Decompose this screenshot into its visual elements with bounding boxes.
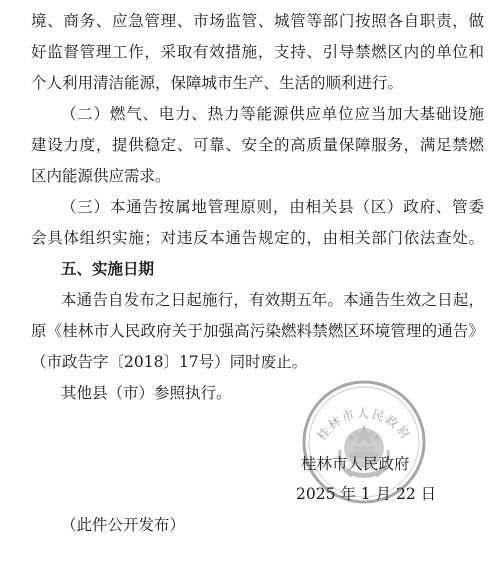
section-heading: 五、实施日期	[61, 259, 155, 278]
body-line: 好监督管理工作，采取有效措施，支持、引导禁燃区内的单位和	[31, 43, 484, 61]
release-note: （此件公开发布）	[61, 516, 186, 534]
signature-date: 2025 年 1 月 22 日	[296, 485, 437, 503]
body-line: （三）本通告按属地管理原则，由相关县（区）政府、管委	[61, 198, 484, 216]
body-line: 会具体组织实施；对违反本通告规定的，由相关部门依法查处。	[31, 229, 484, 247]
body-line: （二）燃气、电力、热力等能源供应单位应当加大基础设施	[61, 105, 484, 123]
body-line: 境、商务、应急管理、市场监管、城管等部门按照各自职责，做	[31, 12, 484, 30]
body-line: （市政告字〔2018〕17号）同时废止。	[31, 353, 308, 371]
body-line: 个人利用清洁能源，保障城市生产、生活的顺利进行。	[31, 74, 404, 92]
body-line: 建设力度，提供稳定、可靠、安全的高质量保障服务，满足禁燃	[31, 136, 484, 154]
body-line: 其他县（市）参照执行。	[61, 384, 232, 402]
seal-text: 桂林市人民政府	[314, 406, 414, 443]
body-line: 区内能源供应需求。	[31, 167, 171, 185]
signature-organization: 桂林市人民政府	[301, 455, 410, 473]
body-line: 原《桂林市人民政府关于加强高污染燃料禁燃区环境管理的通告》	[31, 322, 484, 340]
body-line: 本通告自发布之日起施行，有效期五年。本通告生效之日起，	[61, 291, 484, 309]
